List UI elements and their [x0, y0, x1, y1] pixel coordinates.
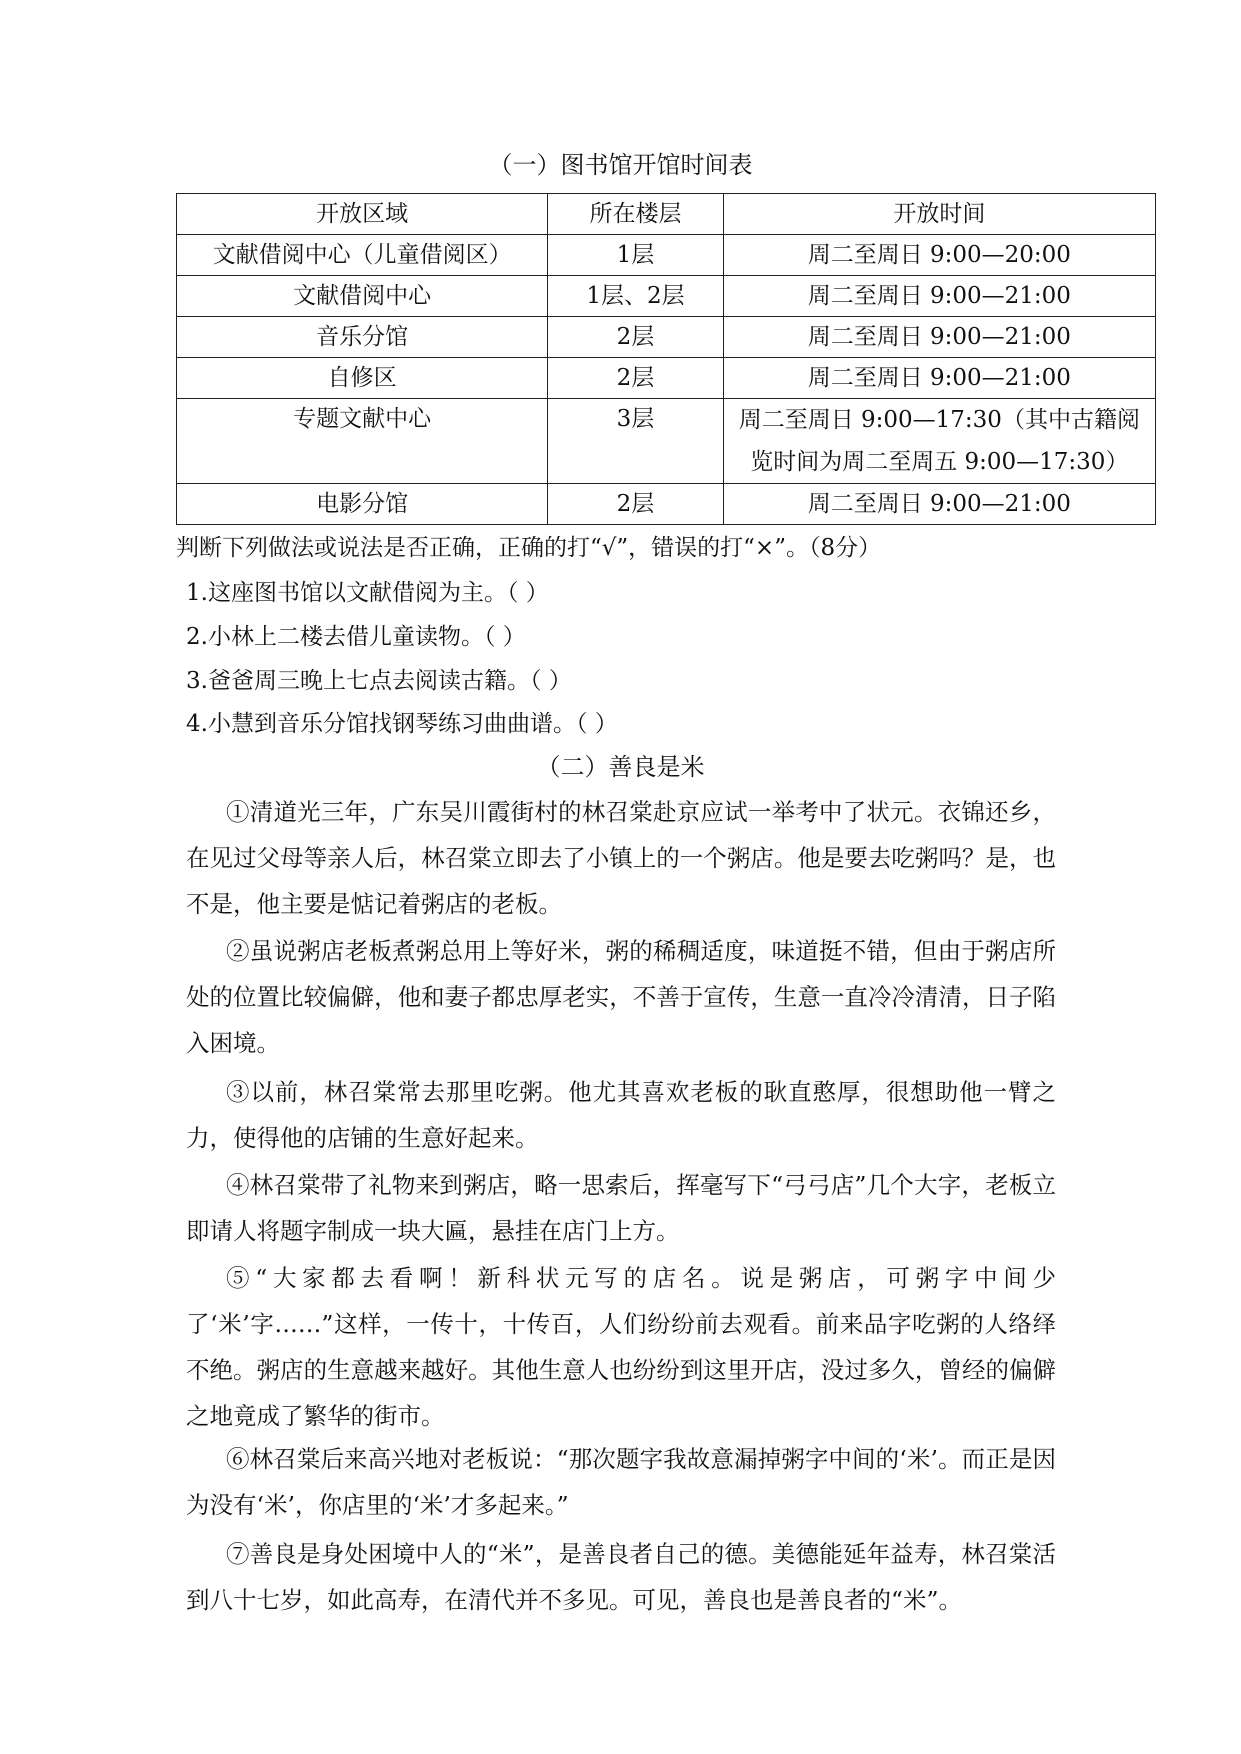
cell-area: 文献借阅中心: [177, 276, 548, 317]
paragraph-5: ⑤“大家都去看啊！新科状元写的店名。说是粥店，可粥字中间少了‘米’字……”这样，一传十，十传百，人们纷纷前去观看。前来品字吃粥的人络绎不绝。粥店的生意越来越好。其他生意人也纷纷到这里开店，没过多久，曾经的偏僻之地竟成了繁华的街市。: [186, 1264, 1056, 1430]
library-hours-table: [176, 193, 1156, 525]
table-row: [177, 317, 1156, 358]
header-floor: 所在楼层: [548, 194, 723, 235]
cell-hours: 周二至周日 9:00—21:00: [723, 276, 1155, 317]
table-row: [177, 358, 1156, 399]
question-4: 4.小慧到音乐分馆找钢琴练习曲曲谱。（ ）: [186, 711, 618, 737]
question-1: 1.这座图书馆以文献借阅为主。（ ）: [186, 580, 549, 606]
table-header-row: [177, 194, 1156, 235]
cell-area: 电影分馆: [177, 484, 548, 525]
cell-area: 专题文献中心: [177, 399, 548, 484]
cell-area: 音乐分馆: [177, 317, 548, 358]
header-hours: 开放时间: [723, 194, 1155, 235]
cell-area: 自修区: [177, 358, 548, 399]
question-2: 2.小林上二楼去借儿童读物。（ ）: [186, 624, 526, 650]
cell-hours: 周二至周日 9:00—20:00: [723, 235, 1155, 276]
cell-floor: 2层: [548, 317, 723, 358]
table-row: [177, 235, 1156, 276]
cell-floor: 2层: [548, 358, 723, 399]
cell-floor: 1层: [548, 235, 723, 276]
paragraph-6: ⑥林召棠后来高兴地对老板说：“那次题字我故意漏掉粥字中间的‘米’。而正是因为没有‘米’，你店里的‘米’才多起来。”: [186, 1445, 1056, 1519]
header-area: 开放区域: [177, 194, 548, 235]
section1-title: （一）图书馆开馆时间表: [488, 151, 753, 179]
paragraph-3: ③以前，林召棠常去那里吃粥。他尤其喜欢老板的耿直憨厚，很想助他一臂之力，使得他的店铺的生意好起来。: [186, 1078, 1056, 1152]
paragraph-1: ①清道光三年，广东吴川霞街村的林召棠赴京应试一举考中了状元。衣锦还乡，在见过父母等亲人后，林召棠立即去了小镇上的一个粥店。他是要去吃粥吗？是，也不是，他主要是惦记着粥店的老板。: [186, 798, 1056, 918]
table-row: [177, 484, 1156, 525]
cell-hours: 周二至周日 9:00—21:00: [723, 484, 1155, 525]
cell-floor: 2层: [548, 484, 723, 525]
section2-title: （二）善良是米: [536, 753, 705, 781]
cell-hours: 周二至周日 9:00—17:30（其中古籍阅览时间为周二至周五 9:00—17:30）: [723, 399, 1155, 484]
cell-hours: 周二至周日 9:00—21:00: [723, 358, 1155, 399]
cell-floor: 1层、2层: [548, 276, 723, 317]
question-3: 3.爸爸周三晚上七点去阅读古籍。（ ）: [186, 668, 572, 694]
paragraph-4: ④林召棠带了礼物来到粥店，略一思索后，挥毫写下“弓弓店”几个大字，老板立即请人将题字制成一块大匾，悬挂在店门上方。: [186, 1171, 1056, 1245]
cell-area: 文献借阅中心（儿童借阅区）: [177, 235, 548, 276]
paragraph-2: ②虽说粥店老板煮粥总用上等好米，粥的稀稠适度，味道挺不错，但由于粥店所处的位置比较偏僻，他和妻子都忠厚老实，不善于宣传，生意一直冷冷清清，日子陷入困境。: [186, 937, 1056, 1057]
table-row: [177, 276, 1156, 317]
instruction-text: 判断下列做法或说法是否正确，正确的打“√”，错误的打“×”。（8分）: [176, 535, 882, 561]
cell-hours: 周二至周日 9:00—21:00: [723, 317, 1155, 358]
paragraph-7: ⑦善良是身处困境中人的“米”，是善良者自己的德。美德能延年益寿，林召棠活到八十七岁，如此高寿，在清代并不多见。可见，善良也是善良者的“米”。: [186, 1540, 1056, 1614]
cell-floor: 3层: [548, 399, 723, 484]
table-row: [177, 399, 1156, 484]
